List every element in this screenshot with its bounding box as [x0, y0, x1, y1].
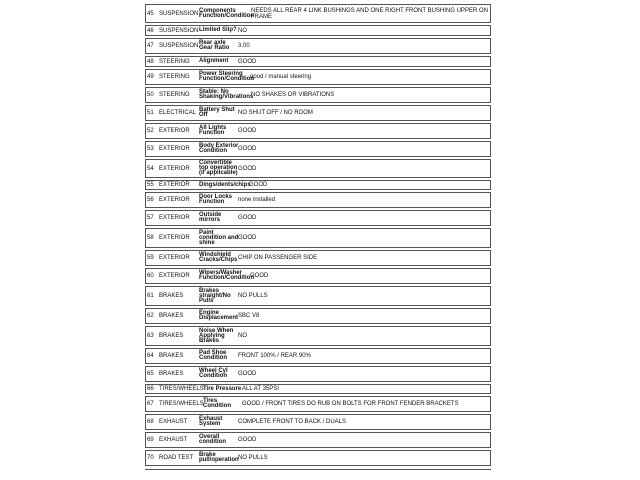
row-item: Paint condition and shine [199, 229, 239, 246]
row-item: Noise When Applying Brakes [199, 327, 234, 344]
row-value: CHIP ON PASSENGER SIDE [238, 255, 318, 261]
row-item: Wipers/Washer Function/Condition [199, 270, 254, 281]
row-value: GOOD [238, 165, 257, 172]
row-item: Exhaust System [199, 416, 223, 427]
table-row [145, 180, 491, 190]
row-number: 52 [147, 128, 154, 134]
row-value: NO SHUT OFF / NO ROOM [238, 110, 313, 116]
table-row [145, 56, 491, 67]
table-row [145, 141, 491, 157]
row-category: EXTERIOR [159, 235, 190, 241]
row-item: Outside mirrors [199, 212, 222, 223]
row-number: 66 [147, 386, 154, 392]
table-row [145, 87, 491, 103]
row-number: 49 [147, 74, 154, 80]
row-number: 67 [147, 401, 154, 407]
row-value: NO [238, 27, 247, 34]
row-number: 50 [147, 92, 154, 98]
row-number: 54 [147, 165, 154, 172]
row-value: NO SHAKES OR VIBRATIONS [251, 92, 335, 98]
row-number: 62 [147, 313, 154, 319]
row-value: FRONT 100% / REAR 90% [238, 353, 311, 359]
row-value: COMPLETE FRONT TO BACK / DUALS [238, 419, 347, 425]
table-row [145, 348, 491, 364]
row-category: STEERING [159, 58, 190, 65]
row-value: GOOD / FRONT TIRES DO RUB ON BOLTS FOR FRONT FENDER BRACKETS [242, 401, 459, 407]
table-row [145, 326, 491, 346]
table-row [145, 286, 491, 306]
table-row [145, 366, 491, 382]
row-category: EXTERIOR [159, 215, 190, 221]
row-item: Brake pull/operation [199, 452, 239, 463]
table-row [145, 268, 491, 284]
row-category: EXTERIOR [159, 182, 190, 188]
row-number: 65 [147, 371, 154, 377]
row-item: Convertible top operation (if applicable) [199, 160, 238, 176]
table-row [145, 450, 491, 466]
row-item: Stable: No Shaking/Vibrations [199, 89, 254, 100]
row-value: NO PULLS [238, 293, 268, 299]
row-category: SUSPENSION [159, 10, 199, 17]
row-value: 3.00 [238, 43, 250, 49]
row-category: ELECTRICAL [159, 110, 197, 116]
row-item: Battery Shut Off [199, 107, 235, 118]
row-item: Components Function/Condition [199, 7, 254, 19]
table-row [145, 69, 491, 85]
row-number: 51 [147, 110, 154, 116]
row-category: BRAKES [159, 353, 184, 359]
row-item: Engine Displacement [199, 310, 239, 321]
row-value: GOOD [250, 273, 269, 279]
row-number: 56 [147, 197, 154, 203]
row-category: EXTERIOR [159, 146, 190, 152]
row-category: EXTERIOR [159, 197, 190, 203]
row-number: 46 [147, 27, 154, 34]
row-category: EXTERIOR [159, 255, 190, 261]
row-number: 45 [147, 10, 154, 17]
table-row [145, 396, 491, 412]
row-value: NO [238, 333, 247, 339]
row-category: EXTERIOR [159, 165, 190, 172]
row-category: BRAKES [159, 313, 184, 319]
row-category: TIRES/WHEELS [159, 401, 204, 407]
row-category: EXTERIOR [159, 128, 190, 134]
row-value: GOOD [238, 437, 257, 443]
row-category: EXHAUST [159, 419, 188, 425]
row-value: GOOD [238, 146, 257, 152]
row-number: 60 [147, 273, 154, 279]
row-item: Wheel Cyl Condition [199, 368, 228, 379]
row-category: TIRES/WHEELS [159, 386, 204, 392]
table-row [145, 192, 491, 208]
row-number: 55 [147, 182, 154, 188]
table-row [145, 432, 491, 448]
row-item: Door Locks Function [199, 194, 233, 205]
table-row [145, 159, 491, 178]
row-number: 61 [147, 293, 154, 299]
row-category: SUSPENSION [159, 43, 199, 49]
row-item: Alignment [199, 58, 229, 64]
row-number: 63 [147, 333, 154, 339]
row-item: Body Exterior Condition [199, 143, 239, 154]
row-value: ALL AT 35PSI [242, 386, 279, 392]
row-number: 59 [147, 255, 154, 261]
table-row [145, 25, 491, 36]
table-row [145, 384, 491, 394]
row-item: Tire Pressure [203, 385, 242, 392]
row-category: ROAD TEST [159, 455, 194, 461]
row-value: NO PULLS [238, 455, 268, 461]
table-row [145, 228, 491, 248]
table-row [145, 4, 491, 23]
row-item: Brakes straight/No Pulls [199, 287, 231, 304]
table-row [145, 308, 491, 324]
row-number: 69 [147, 437, 154, 443]
row-item: Power Steering Function/Condition [199, 71, 254, 82]
row-category: BRAKES [159, 371, 184, 377]
row-number: 53 [147, 146, 154, 152]
table-row [145, 250, 491, 266]
table-row [145, 105, 491, 121]
row-number: 47 [147, 43, 154, 49]
row-number: 48 [147, 58, 154, 65]
row-value: GOOD [238, 128, 257, 134]
row-item: Rear axle Gear Ratio [199, 40, 230, 51]
row-value: GOOD [238, 215, 257, 221]
row-number: 58 [147, 235, 154, 241]
row-value: good / manual steering [250, 74, 312, 80]
row-category: BRAKES [159, 333, 184, 339]
row-item: Limited Slip? [199, 27, 237, 33]
row-category: SUSPENSION [159, 27, 199, 34]
table-row [145, 210, 491, 226]
row-number: 57 [147, 215, 154, 221]
row-value: GOOD [249, 182, 268, 188]
row-category: EXHAUST [159, 437, 188, 443]
row-category: EXTERIOR [159, 273, 190, 279]
row-value: GOOD [238, 58, 257, 65]
row-value: SBC V8 [238, 313, 260, 319]
row-item: All Lights Function [199, 125, 227, 136]
next-row-border [145, 469, 491, 470]
row-item: Overall condition [199, 434, 226, 445]
row-number: 68 [147, 419, 154, 425]
table-row [145, 123, 491, 139]
row-item: Pad Shoe Condition [199, 350, 227, 361]
row-category: STEERING [159, 92, 190, 98]
row-value: GOOD [238, 371, 257, 377]
row-item: Dings/dents/chips [199, 181, 251, 188]
row-value: none installed [238, 197, 276, 203]
row-value: NEEDS ALL REAR 4 LINK BUSHINGS AND ONE RIGHT FRONT BUSHING UPPER ON FRAME [251, 7, 488, 20]
row-item: Tires Condition [203, 398, 231, 409]
table-row [145, 38, 491, 54]
row-value: GOOD [238, 235, 257, 241]
row-number: 64 [147, 353, 154, 359]
table-row [145, 414, 491, 430]
row-item: Windshield Cracks/Chips [199, 252, 238, 263]
row-category: BRAKES [159, 293, 184, 299]
row-category: STEERING [159, 74, 190, 80]
row-number: 70 [147, 455, 154, 461]
